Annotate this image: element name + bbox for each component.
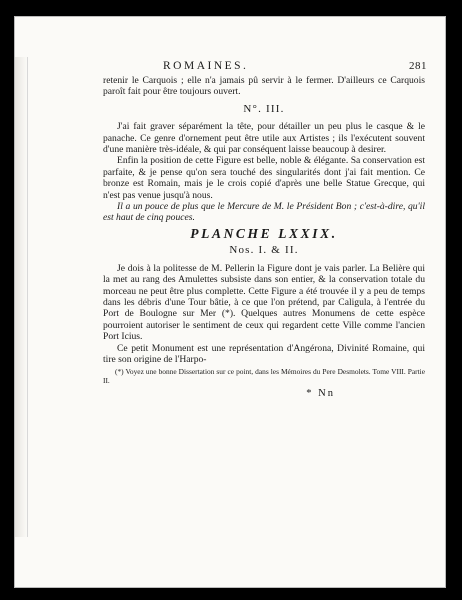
paragraph-position: Enfin la position de cette Figure est belle, noble & élégante. Sa conservation est parfaite, & je pense qu'on sera touché des singularités dont j'ai fait mention. Ce bronze est Romain, mais je le crois copié d'après une belle Statue Grecque, qui n'est pas venue jusqu'à nous.: [103, 155, 425, 201]
paragraph-pellerin: Je dois à la politesse de M. Pellerin la Figure dont je vais parler. La Belière qui la met au rang des Amulettes subsiste dans son entier, & la conservation totale du morceau ne peut être plus complette. Cette Figure a été trouvée il y a peu de temps dans les débris d'une Tour bâtie, à ce que l'on prétend, par Caligula, à l'entrée du Port de Boulogne sur Mer (*). Quelques autres Monumens de cette espèce pourroient autoriser le sentiment de ceux qui regardent cette Ville comme l'ancien Port Icius.: [103, 262, 425, 343]
paragraph-continued: retenir le Carquois ; elle n'a jamais pû servir à le fermer. D'ailleurs ce Carquois paroît fait pour être toujours ouvert.: [103, 75, 425, 98]
paragraph-head-engraving: J'ai fait graver séparément la tête, pour détailler un peu plus le casque & le panache. Ce genre d'ornement peut être utile aux Artistes ; ils l'exécutent souvent d'une manière très-idéale, & qui par conséquent laisse beaucoup à desirer.: [103, 121, 425, 156]
paragraph-angerona: Ce petit Monument est une représentation d'Angérona, Divinité Romaine, qui tire son origine de l'Harpo-: [103, 342, 425, 365]
section-number-3: N°. III.: [243, 102, 285, 115]
plate-heading: PLANCHE LXXIX.: [190, 225, 338, 241]
footnote: (*) Voyez une bonne Dissertation sur ce point, dans les Mémoires du Pere Desmolets. Tome VIII. Partie II.: [103, 367, 425, 385]
running-title: ROMAINES.: [163, 60, 249, 72]
page-text-block: [103, 61, 425, 399]
catchword: * Nn: [306, 387, 335, 399]
section-numbers-1-2: Nos. I. & II.: [229, 244, 299, 257]
page-gutter: [15, 57, 28, 537]
paragraph-height-note: Il a un pouce de plus que le Mercure de M. le Président Bon ; c'est-à-dire, qu'il est haut de cinq pouces.: [103, 201, 425, 224]
book-page: [14, 16, 446, 588]
page-number: 281: [409, 60, 427, 72]
running-header: [103, 61, 425, 75]
